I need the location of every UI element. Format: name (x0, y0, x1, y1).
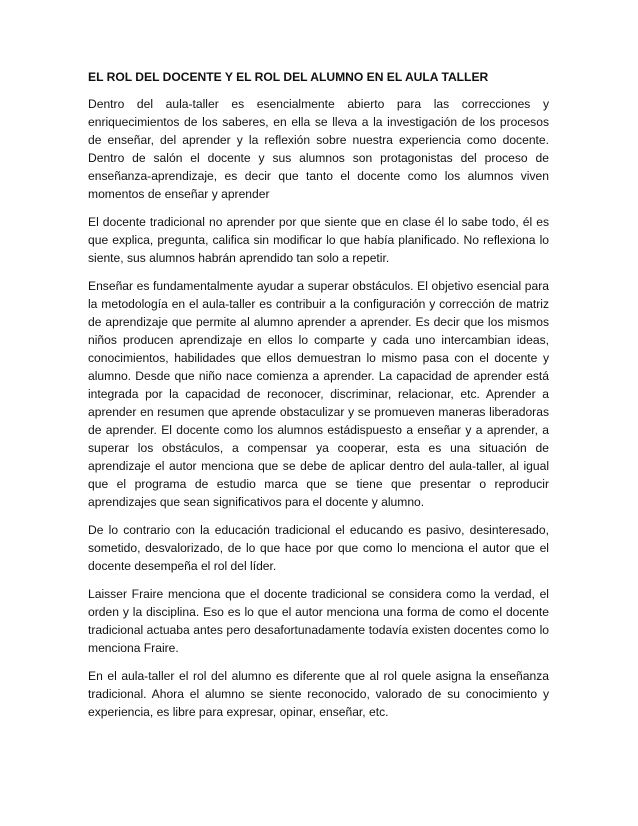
paragraph-4: De lo contrario con la educación tradicional el educando es pasivo, desinteresado, sometido, desvalorizado, de lo que hace por que como lo menciona el autor que el docente desempeña el rol del líder. (88, 523, 549, 573)
paragraph-5: Laisser Fraire menciona que el docente tradicional se considera como la verdad, el orden y la disciplina. Eso es lo que el autor menciona una forma de como el docente tradicional actuaba antes pero desafortunadamente todavía existen docentes como lo menciona Fraire. (88, 587, 549, 655)
paragraph-1: Dentro del aula-taller es esencialmente abierto para las correcciones y enriquecimientos de los saberes, en ella se lleva a la investigación de los procesos de enseñar, del aprender y la reflexión sobre nuestra experiencia como docente. Dentro de salón el docente y sus alumnos son protagonistas del proceso de enseñanza-aprendizaje, es decir que tanto el docente como los alumnos viven momentos de enseñar y aprender (88, 97, 549, 201)
document-title: EL ROL DEL DOCENTE Y EL ROL DEL ALUMNO EN EL AULA TALLER (88, 70, 489, 84)
paragraph-3: Enseñar es fundamentalmente ayudar a superar obstáculos. El objetivo esencial para la metodología en el aula-taller es contribuir a la configuración y corrección de matriz de aprendizaje que permite al alumno aprender a aprender. Es decir que los mismos niños producen aprendizaje en ellos lo comparte y cada uno intercambian ideas, conocimientos, habilidades que ellos demuestran lo mismo pasa con el docente y alumno. Desde que niño nace comienza a aprender. La capacidad de aprender está integrada por la capacidad de reconocer, discriminar, relacionar, etc. Aprender a aprender en resumen que aprende obstaculizar y se promueven maneras liberadoras de aprender. El docente como los alumnos estádispuesto a enseñar y a aprender, a superar los obstáculos, a compensar ya cooperar, esta es una situación de aprendizaje el autor menciona que se debe de aplicar dentro del aula-taller, al igual que el programa de estudio marca que se tiene que presentar o reproducir aprendizajes que sean significativos para el docente y alumno. (88, 279, 549, 509)
paragraph-6: En el aula-taller el rol del alumno es diferente que al rol quele asigna la enseñanza tradicional. Ahora el alumno se siente reconocido, valorado de su conocimiento y experiencia, es libre para expresar, opinar, enseñar, etc. (88, 669, 549, 719)
document-body (88, 68, 549, 731)
paragraph-2: El docente tradicional no aprender por que siente que en clase él lo sabe todo, él es que explica, pregunta, califica sin modificar lo que había planificado. No reflexiona lo siente, sus alumnos habrán aprendido tan solo a repetir. (88, 215, 549, 265)
